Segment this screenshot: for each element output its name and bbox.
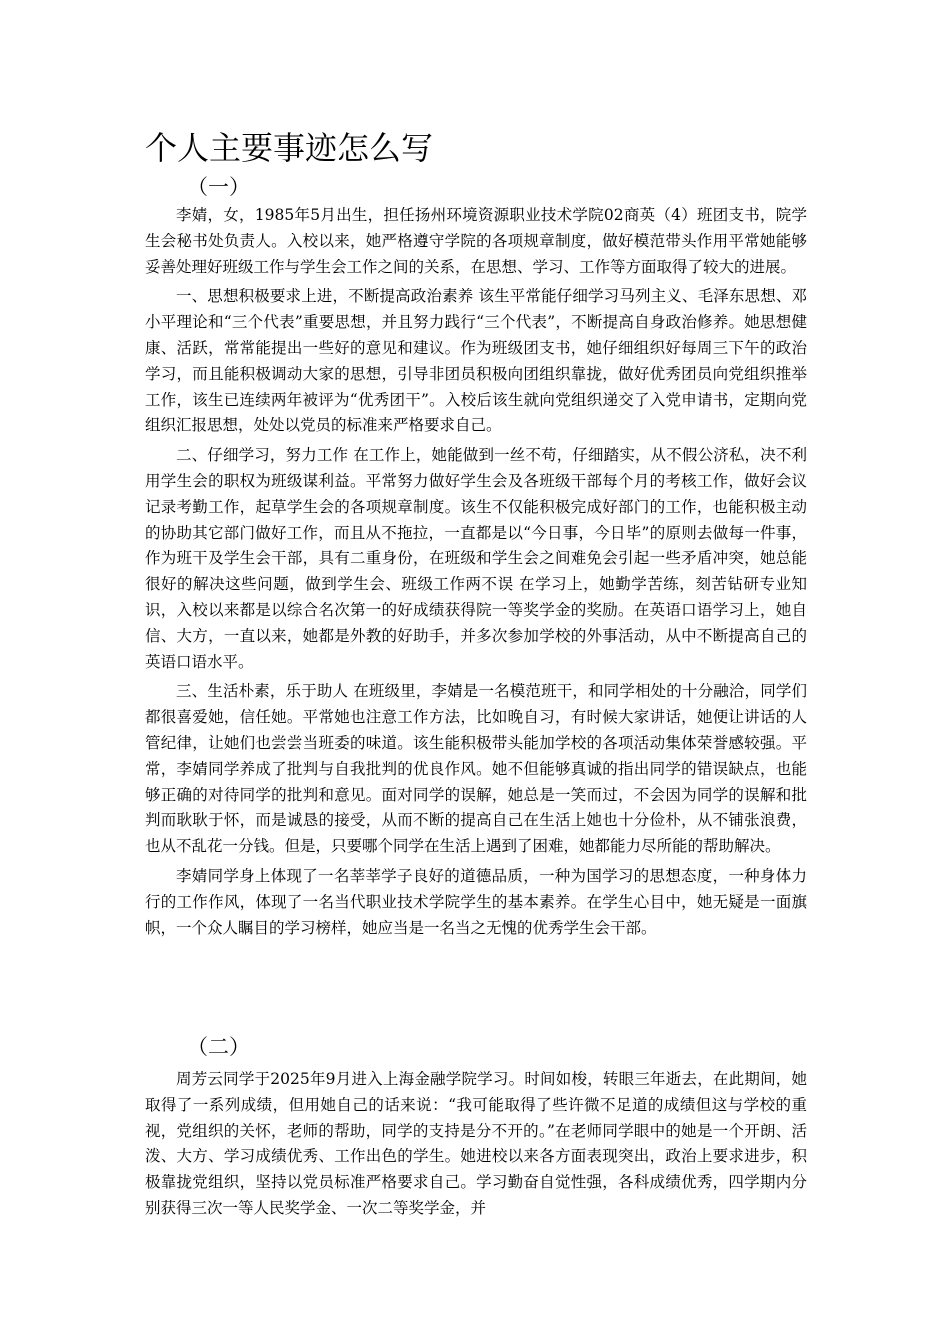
- section-one-heading: （一）: [187, 175, 250, 199]
- paragraph-section-two: 周芳云同学于2025年9月进入上海金融学院学习。时间如梭，转眼三年逝去，在此期间，她取得了一系列成绩，但用她自己的话来说：“我可能取得了些许微不足道的成绩但这与学校的重视，党组织的关怀，老师的帮助，同学的支持是分不开的。”在老师同学眼中的她是一个开朗、活泼、大方、学习成绩优秀、工作出色的学生。她进校以来各方面表现突出，政治上要求进步，积极靠拢党组织，坚持以党员标准严格要求自己。学习勤奋自觉性强，各科成绩优秀，四学期内分别获得三次一等人民奖学金、一次二等奖学金，并: [145, 1070, 807, 1217]
- section-one-body: [145, 203, 807, 941]
- paragraph-point-one: 一、思想积极要求上进，不断提高政治素养 该生平常能仔细学习马列主义、毛泽东思想、邓小平理论和“三个代表”重要思想，并且努力践行“三个代表”，不断提高自身政治修养。她思想健康、活跃，常常能提出一些好的意见和建议。作为班级团支书，她仔细组织好每周三下午的政治学习，而且能积极调动大家的思想，引导非团员积极向团组织靠拢，做好优秀团员向党组织推举工作，该生已连续两年被评为“优秀团干”。入校后该生就向党组织递交了入党申请书，定期向党组织汇报思想，处处以党员的标准来严格要求自己。: [145, 287, 807, 435]
- paragraph-intro: 李婧，女，1985年5月出生，担任扬州环境资源职业技术学院02商英（4）班团支书，院学生会秘书处负责人。入校以来，她严格遵守学院的各项规章制度，做好模范带头作用平常她能够妥善处理好班级工作与学生会工作之间的关系，在思想、学习、工作等方面取得了较大的进展。: [145, 206, 807, 276]
- document-title: 个人主要事迹怎么写: [145, 129, 434, 167]
- section-two-body: [145, 1067, 807, 1222]
- paragraph-point-three: 三、生活朴素，乐于助人 在班级里，李婧是一名模范班干，和同学相处的十分融洽，同学们都很喜爱她，信任她。平常她也注意工作方法，比如晚自习，有时候大家讲话，她便让讲话的人管纪律，让她们也尝尝当班委的味道。该生能积极带头能加学校的各项活动集体荣誉感较强。平常，李婧同学养成了批判与自我批判的优良作风。她不但能够真诚的指出同学的错误缺点，也能够正确的对待同学的批判和意见。面对同学的误解，她总是一笑而过，不会因为同学的误解和批判而耿耿于怀，而是诚恳的接受，从而不断的提高自己在生活上她也十分俭朴，从不铺张浪费，也从不乱花一分钱。但是，只要哪个同学在生活上遇到了困难，她都能力尽所能的帮助解决。: [145, 682, 807, 856]
- paragraph-point-two: 二、仔细学习，努力工作 在工作上，她能做到一丝不苟，仔细踏实，从不假公济私，决不利用学生会的职权为班级谋利益。平常努力做好学生会及各班级干部每个月的考核工作，做好会议记录考勤工作，起草学生会的各项规章制度。该生不仅能积极完成好部门的工作，也能积极主动的协助其它部门做好工作，而且从不拖拉，一直都是以“今日事，今日毕”的原则去做每一件事，作为班干及学生会干部，具有二重身份，在班级和学生会之间难免会引起一些矛盾冲突，她总能很好的解决这些问题，做到学生会、班级工作两不误 在学习上，她勤学苦练，刻苦钻研专业知识，入校以来都是以综合名次第一的好成绩获得院一等奖学金的奖励。在英语口语学习上，她自信、大方，一直以来，她都是外教的好助手，并多次参加学校的外事活动，从中不断提高自己的英语口语水平。: [145, 446, 807, 671]
- section-two-heading: （二）: [187, 1035, 250, 1059]
- paragraph-summary: 李婧同学身上体现了一名莘莘学子良好的道德品质，一种为国学习的思想态度，一种身体力行的工作作风，体现了一名当代职业技术学院学生的基本素养。在学生心目中，她无疑是一面旗帜，一个众人瞩目的学习榜样，她应当是一名当之无愧的优秀学生会干部。: [145, 866, 807, 937]
